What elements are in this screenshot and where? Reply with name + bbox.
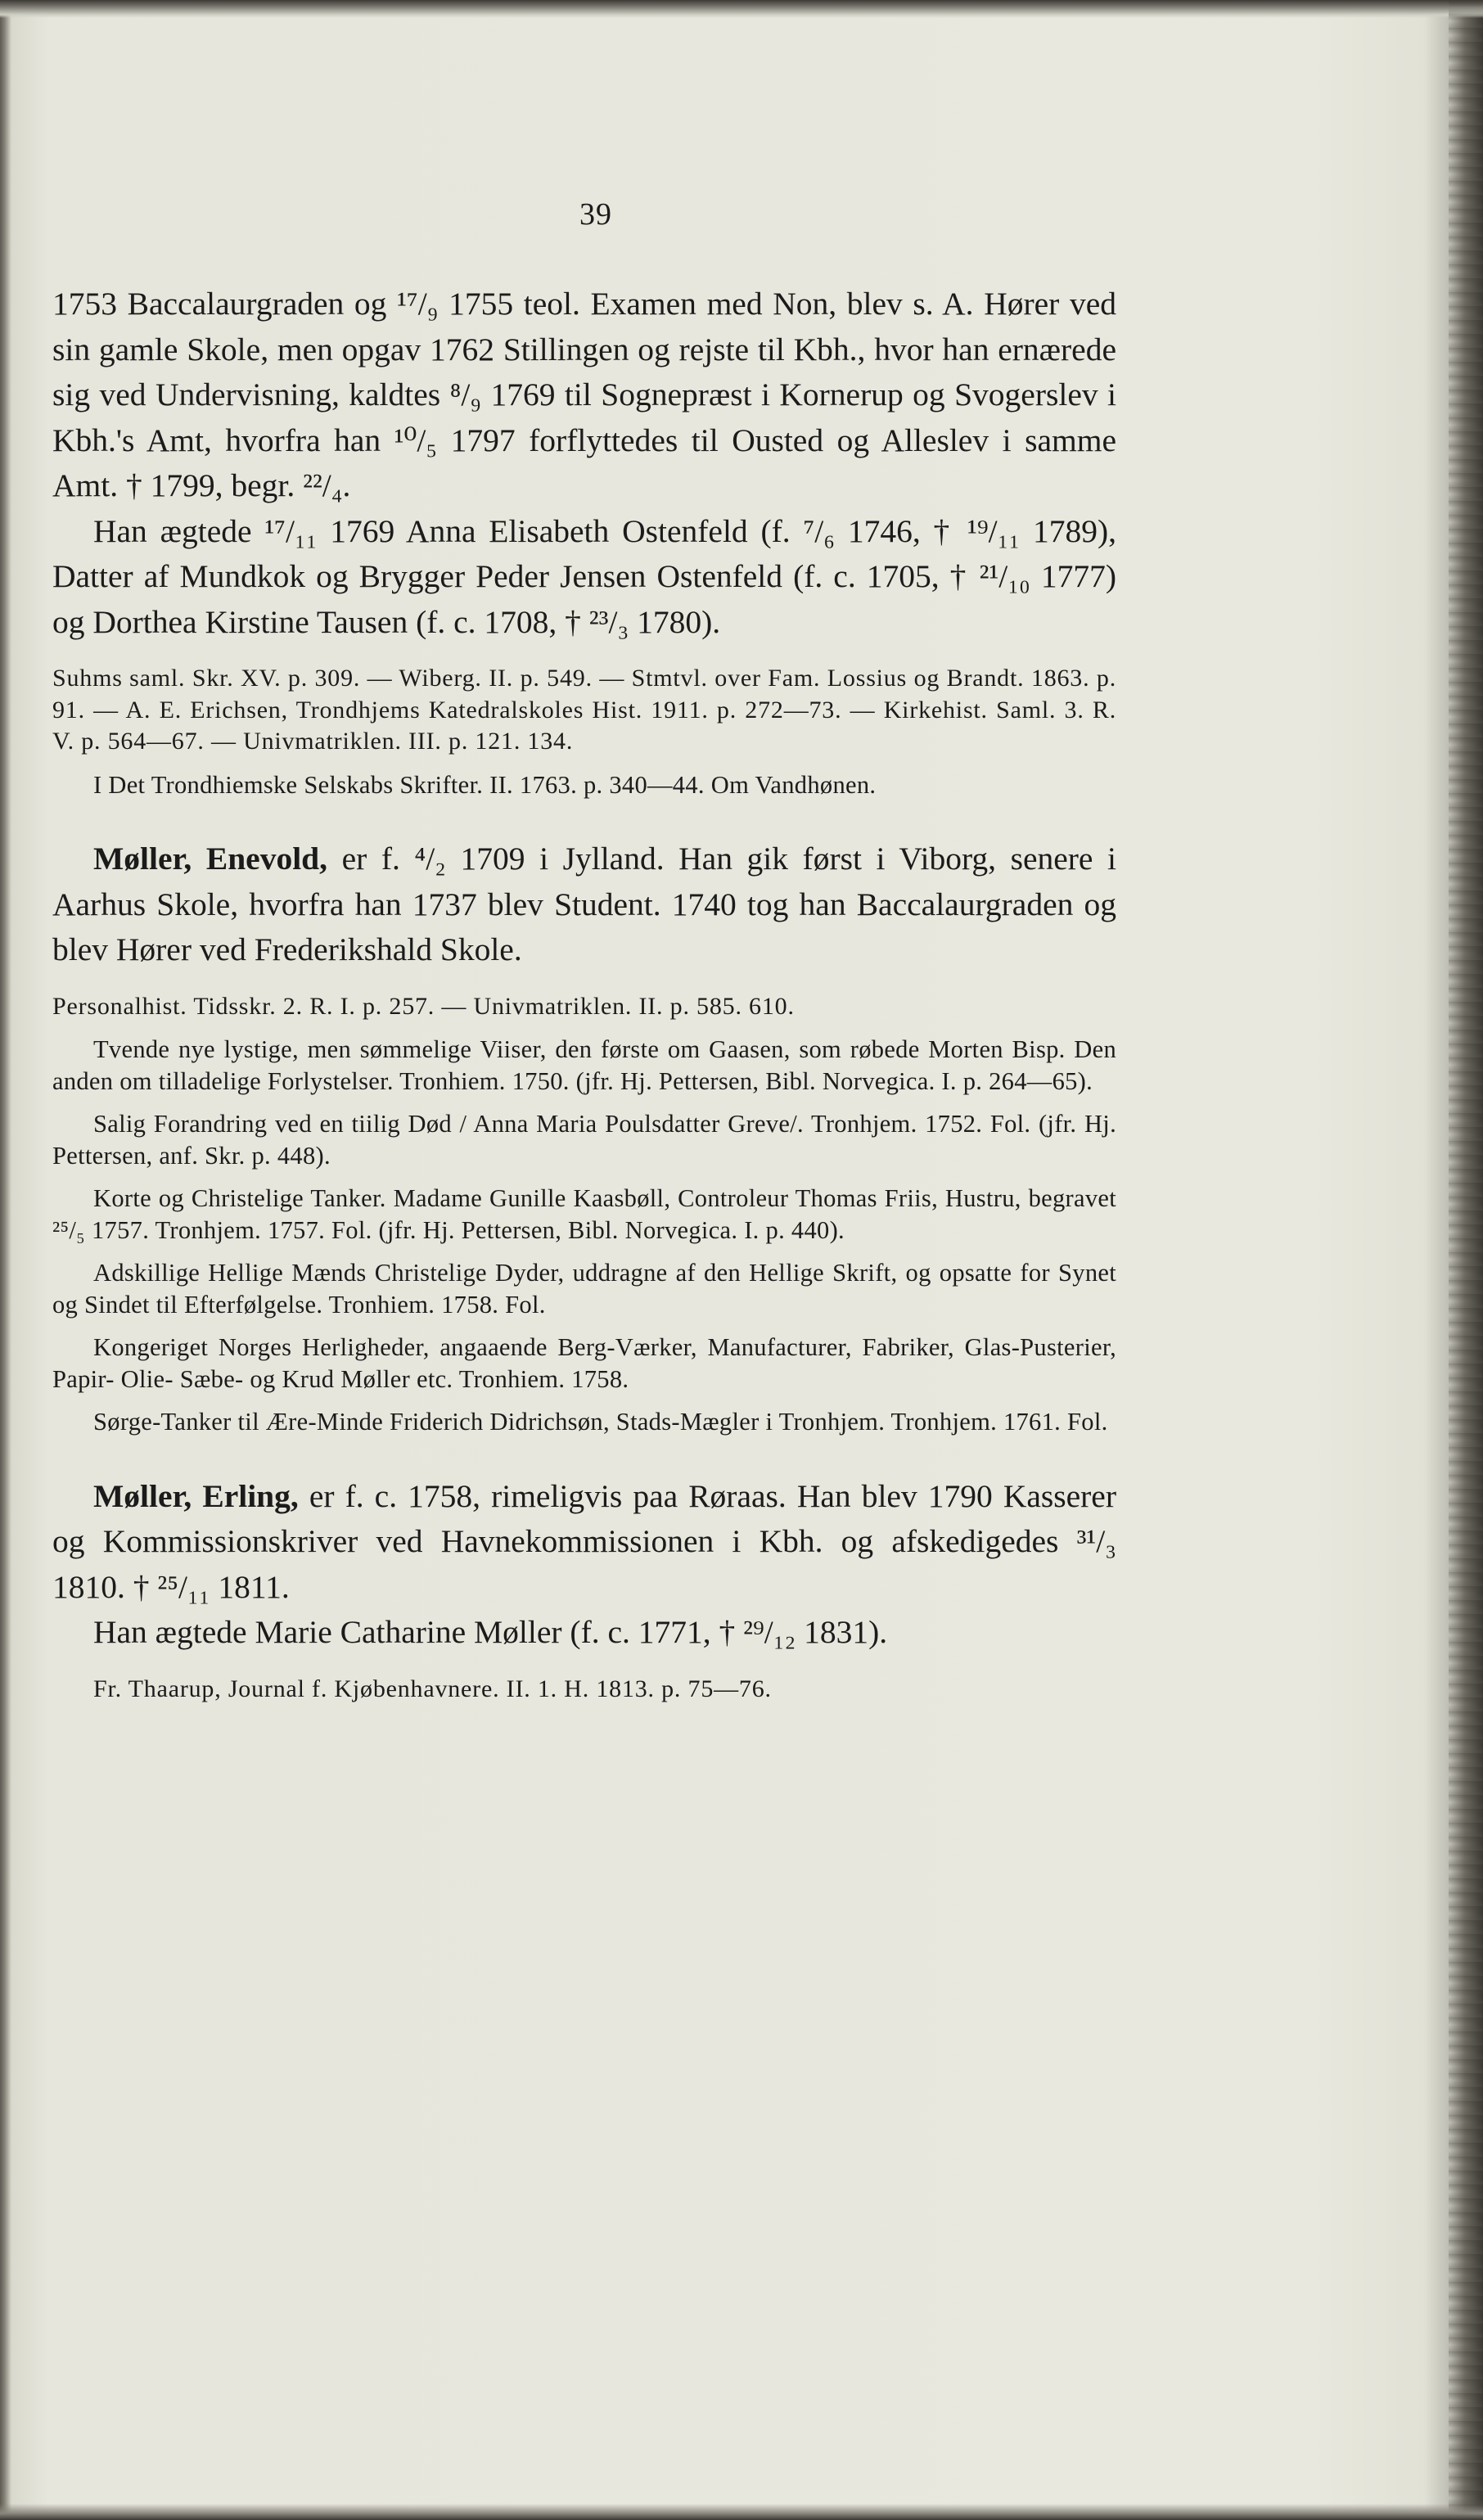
continuation-sources: Suhms saml. Skr. XV. p. 309. — Wiberg. II. p. 549. — Stmtvl. over Fam. Lossius og Brandt. 1863. p. 91. — A. E. Erichsen, Trondhjems Katedralskoles Hist. 1911. p. 272—73. — Kirkehist. Saml. 3. R. V. p. 564—67. — Univmatriklen. III. p. 121. 134. xyxy=(52,665,1116,755)
entry-moller-erling xyxy=(52,1474,1116,1706)
entry-sources: Fr. Thaarup, Journal f. Kjøbenhavnere. II. 1. H. 1813. p. 75—76. xyxy=(93,1675,772,1702)
work-title: Kongeriget Norges Herligheder, angaaende Berg-Værker, Manufacturer, Fabriker, Glas-Pusterier, Papir- Olie- Sæbe- og Krud Møller etc. Tronhiem. 1758. xyxy=(52,1333,1116,1393)
continuation-paragraph-2: Han ægtede ¹⁷/₁₁ 1769 Anna Elisabeth Ostenfeld (f. ⁷/₆ 1746, † ¹⁹/₁₁ 1789), Datter af Mundkok og Brygger Peder Jensen Ostenfeld (f. c. 1705, † ²¹/₁₀ 1777) og Dorthea Kirstine Tausen (f. c. 1708, † ²³/₃ 1780). xyxy=(52,512,1116,640)
entry-moller-enevold xyxy=(52,836,1116,1438)
page-number: 39 xyxy=(579,197,612,232)
entry-text: er f. c. 1758, rimeligvis paa Røraas. Han blev 1790 Kasserer og Kommissionskriver ved Havnekommissionen i Kbh. og afskedigedes ³¹/₃ 1810. † ²⁵/₁₁ 1811. xyxy=(52,1477,1116,1605)
work-item xyxy=(52,1332,1116,1395)
work-item xyxy=(52,1257,1116,1320)
work-title: Tvende nye lystige, men sømmelige Viiser, den første om Gaasen, som røbede Morten Bisp. Den anden om tilladelige Forlystelser. Tronhiem. 1750. (jfr. Hj. Pettersen, Bibl. Norvegica. I. p. 264—65). xyxy=(52,1035,1116,1095)
entry-paragraph xyxy=(52,1474,1116,1611)
entry-name: Møller, Enevold, xyxy=(93,841,328,877)
entry-sources: Personalhist. Tidsskr. 2. R. I. p. 257. — Univmatriklen. II. p. 585. 610. xyxy=(52,992,795,1020)
page-bottom-edge xyxy=(0,2504,1483,2520)
entry-name: Møller, Erling, xyxy=(93,1477,299,1514)
work-title: Adskillige Hellige Mænds Christelige Dyder, uddragne af den Hellige Skrift, og opsatte for Synet og Sindet til Efterfølgelse. Tronhiem. 1758. Fol. xyxy=(52,1259,1116,1319)
work-title: Salig Forandring ved en tiilig Død / Anna Maria Poulsdatter Greve/. Tronhjem. 1752. Fol. (jfr. Hj. Pettersen, anf. Skr. p. 448). xyxy=(52,1110,1116,1170)
entry-paragraph-2: Han ægtede Marie Catharine Møller (f. c. 1771, † ²⁹/₁₂ 1831). xyxy=(93,1614,888,1650)
work-item xyxy=(52,1406,1116,1438)
entry-paragraph xyxy=(52,836,1116,973)
entry-text: er f. ⁴/₂ 1709 i Jylland. Han gik først i Viborg, senere i Aarhus Skole, hvorfra han 1737 blev Student. 1740 tog han Baccalaurgraden og blev Hører ved Frederikshald Skole. xyxy=(52,841,1116,967)
continuation-paragraph-1: 1753 Baccalaurgraden og ¹⁷/₉ 1755 teol. Examen med Non, blev s. A. Hører ved sin gamle Skole, men opgav 1762 Stillingen og rejste til Kbh., hvor han ernærede sig ved Undervisning, kaldtes ⁸/₉ 1769 til Sognepræst i Kornerup og Svogerslev i Kbh.'s Amt, hvorfra han ¹⁰/₅ 1797 forflyttedes til Ousted og Alleslev i samme Amt. † 1799, begr. ²²/₄. xyxy=(52,286,1116,503)
work-title: Sørge-Tanker til Ære-Minde Friderich Didrichsøn, Stads-Mægler i Tronhjem. Tronhjem. 1761. Fol. xyxy=(93,1408,1108,1436)
work-title: I Det Trondhiemske Selskabs Skrifter. II. 1763. p. 340—44. Om Vandhønen. xyxy=(93,770,877,799)
work-item xyxy=(52,1183,1116,1246)
work-title: Korte og Christelige Tanker. Madame Gunille Kaasbøll, Controleur Thomas Friis, Hustru, begravet ²⁵/₅ 1757. Tronhjem. 1757. Fol. (jfr. Hj. Pettersen, Bibl. Norvegica. I. p. 440). xyxy=(52,1184,1116,1244)
continuation-work xyxy=(52,769,1116,801)
book-spine-edge xyxy=(1449,0,1483,2520)
work-item xyxy=(52,1034,1116,1097)
page-text xyxy=(52,196,1116,1705)
page-top-edge xyxy=(0,0,1483,18)
work-item xyxy=(52,1108,1116,1171)
